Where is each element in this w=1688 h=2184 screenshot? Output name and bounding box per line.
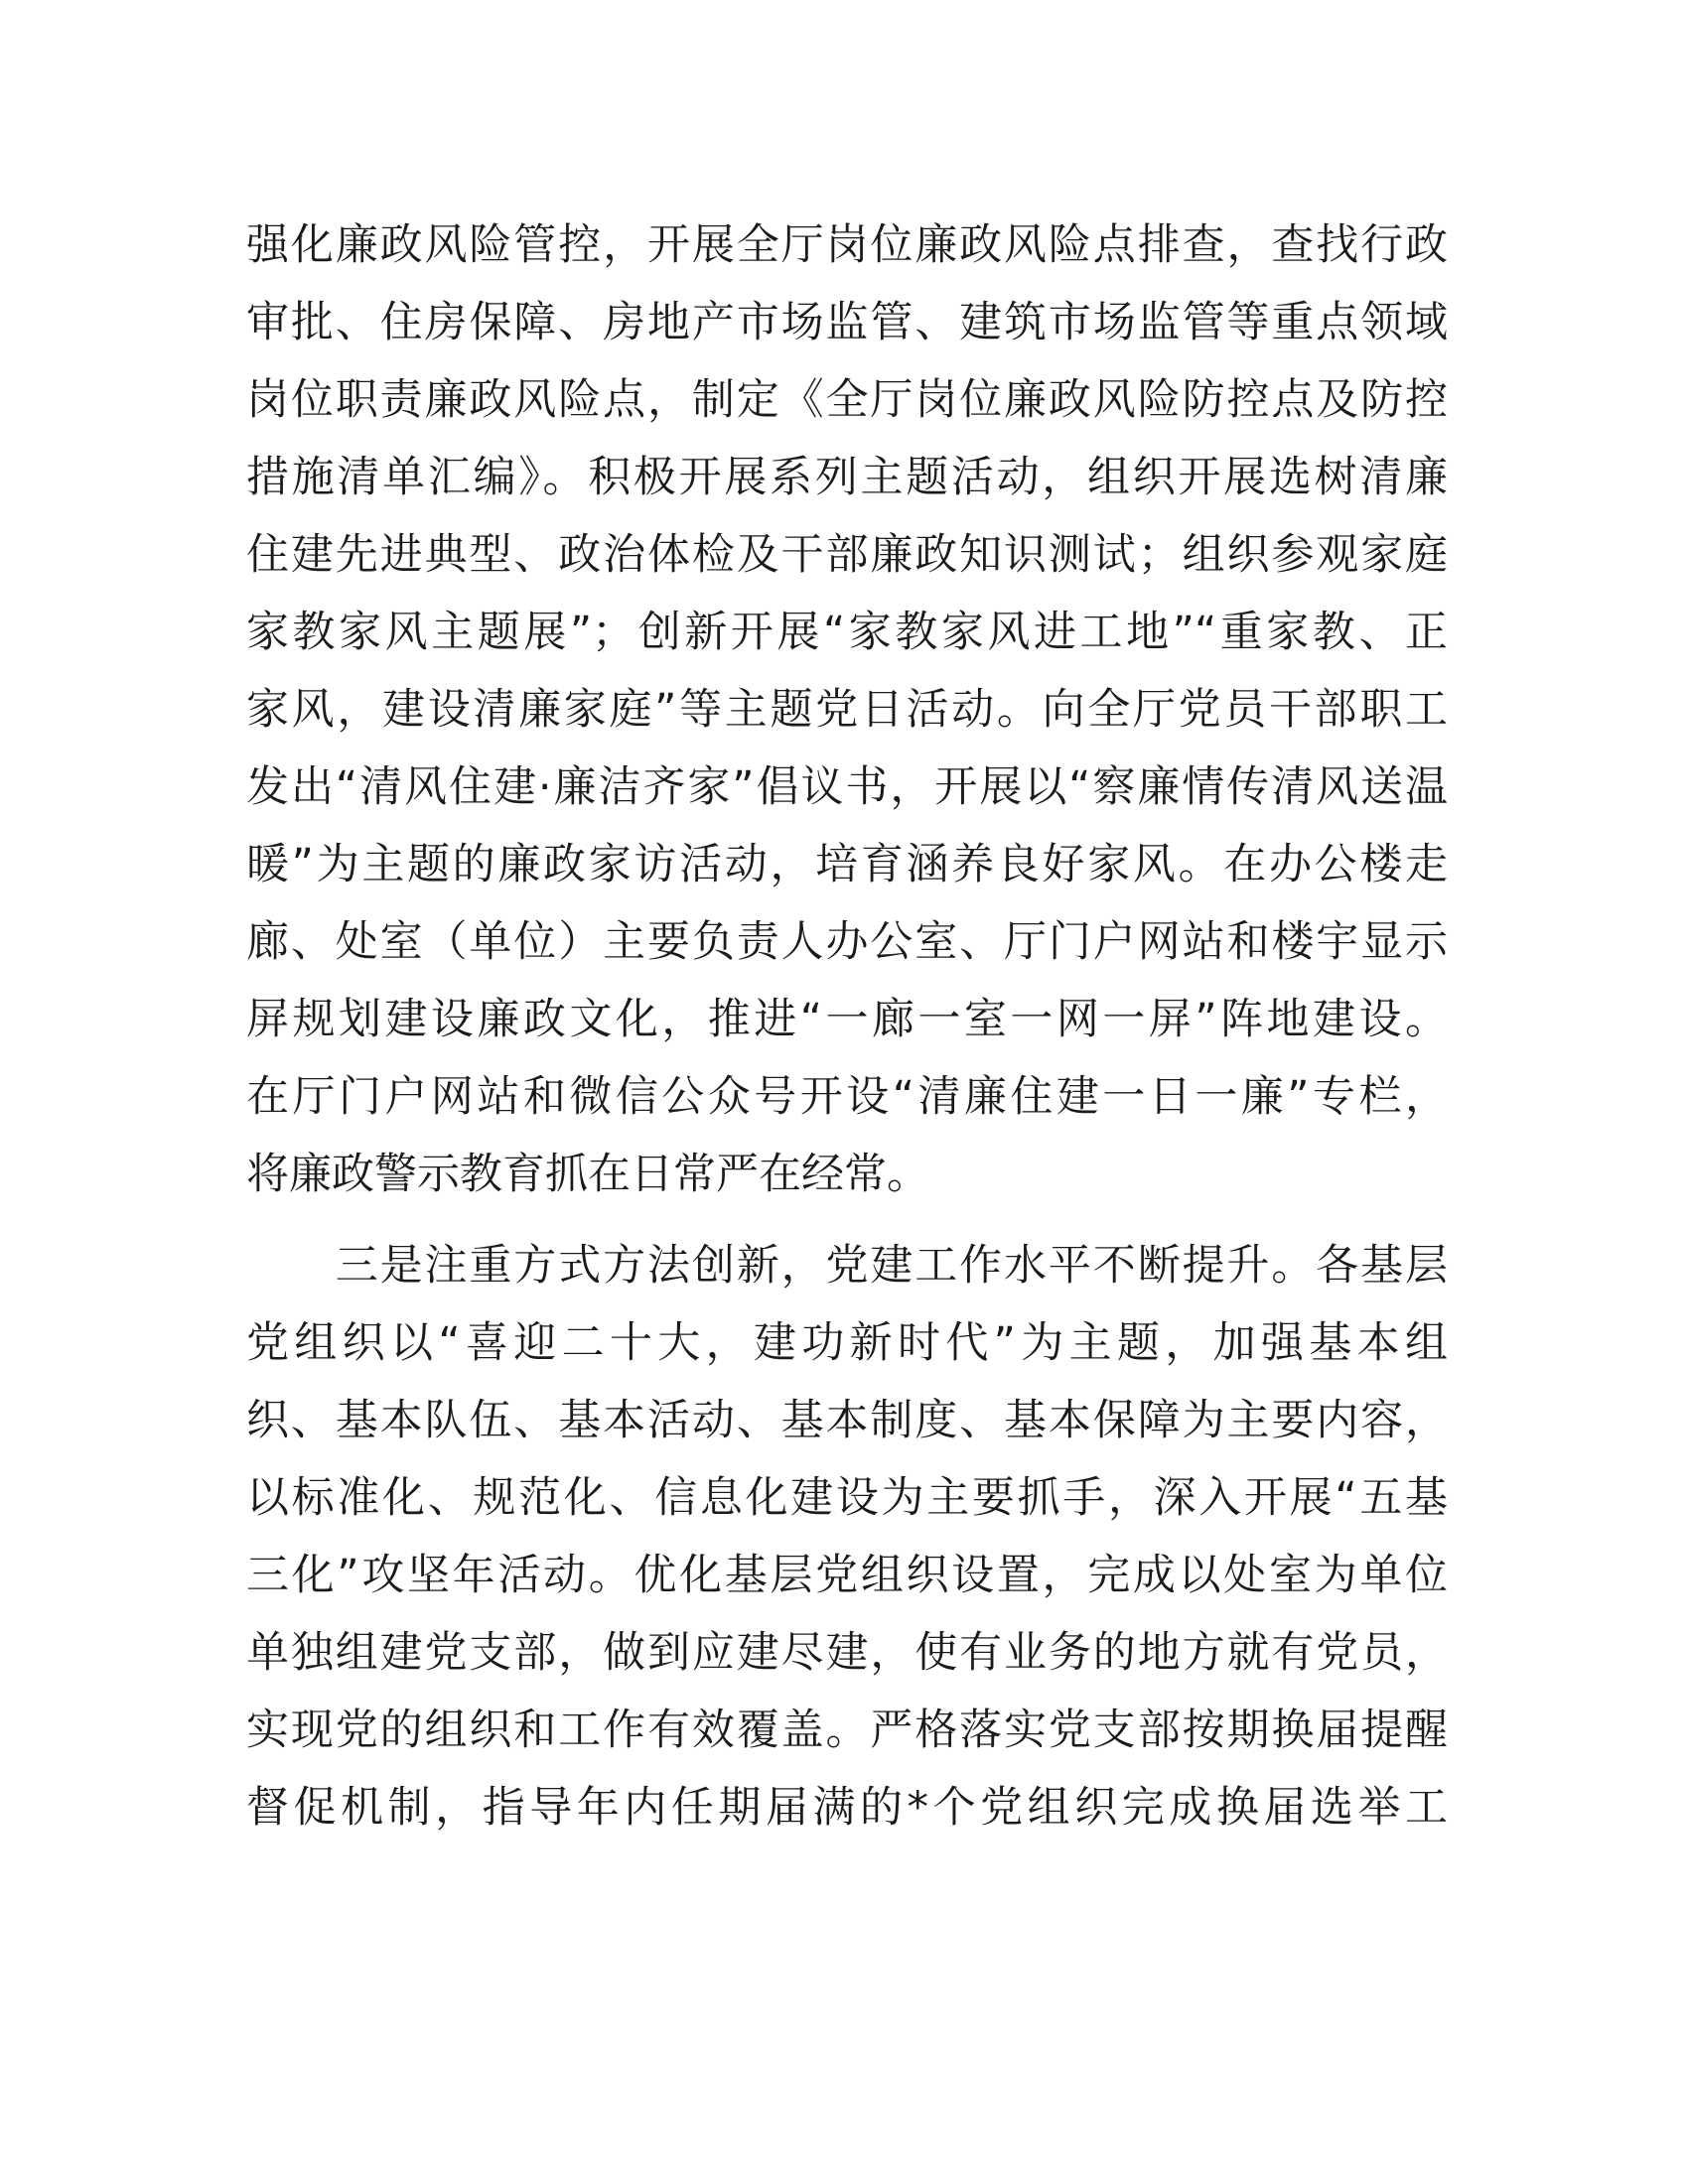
text-line: 单独组建党支部，做到应建尽建，使有业务的地方就有党员， [246,1628,1448,1678]
text-line: 发出“清风住建·廉洁齐家”倡议书，开展以“察廉情传清风送温 [246,762,1448,812]
text-line: 以标准化、规范化、信息化建设为主要抓手，深入开展“五基 [246,1473,1448,1523]
text-line: 岗位职责廉政风险点，制定《全厅岗位廉政风险防控点及防控 [246,375,1448,425]
text-line: 实现党的组织和工作有效覆盖。严格落实党支部按期换届提醒 [246,1706,1448,1755]
text-line: 家风，建设清廉家庭”等主题党日活动。向全厅党员干部职工 [246,685,1448,735]
paragraph-2 [246,1227,1448,1846]
text-line: 织、基本队伍、基本活动、基本制度、基本保障为主要内容， [246,1396,1448,1445]
text-line: 暖”为主题的廉政家访活动，培育涵养良好家风。在办公楼走 [246,840,1448,889]
text-line: 督促机制，指导年内任期届满的*个党组织完成换届选举工 [246,1783,1448,1833]
body-text [246,206,1448,1846]
text-line: 家教家风主题展”；创新开展“家教家风进工地”“重家教、正 [246,608,1448,657]
text-line: 在厅门户网站和微信公众号开设“清廉住建一日一廉”专栏， [246,1072,1448,1122]
text-line: 三化”攻坚年活动。优化基层党组织设置，完成以处室为单位 [246,1551,1448,1600]
text-line: 三是注重方式方法创新，党建工作水平不断提升。各基层 [246,1241,1448,1291]
text-line: 住建先进典型、政治体检及干部廉政知识测试；组织参观家庭 [246,530,1448,580]
paragraph-1 [246,206,1448,1213]
text-line: 将廉政警示教育抓在日常严在经常。 [246,1150,929,1199]
text-line: 审批、住房保障、房地产市场监管、建筑市场监管等重点领域 [246,298,1448,347]
text-line: 强化廉政风险管控，开展全厅岗位廉政风险点排查，查找行政 [246,220,1448,270]
text-line: 措施清单汇编》。积极开展系列主题活动，组织开展选树清廉 [246,453,1448,502]
text-line: 廊、处室（单位）主要负责人办公室、厅门户网站和楼宇显示 [246,917,1448,967]
text-line: 屏规划建设廉政文化，推进“一廊一室一网一屏”阵地建设。 [246,995,1448,1044]
text-line: 党组织以“喜迎二十大，建功新时代”为主题，加强基本组 [246,1318,1448,1368]
